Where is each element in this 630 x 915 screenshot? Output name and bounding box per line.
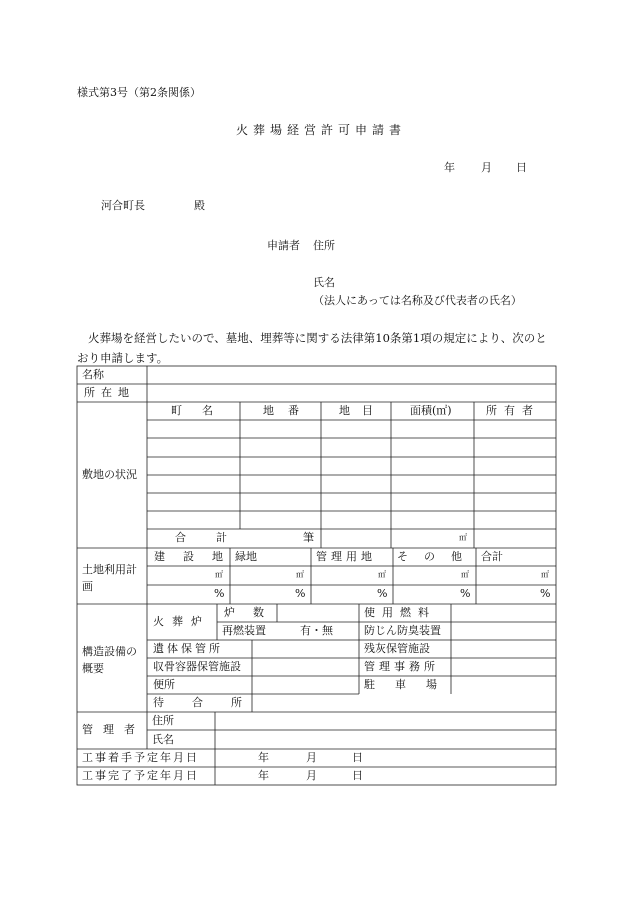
applicant-address-label: 住所 bbox=[313, 239, 335, 252]
manager-label: 管理者 bbox=[82, 723, 145, 736]
dust-label: 防じん防臭装置 bbox=[364, 624, 441, 637]
land-use-pct-4: % bbox=[460, 587, 471, 600]
site-label: 敷地の状況 bbox=[82, 468, 137, 481]
site-header-owner: 所有者 bbox=[486, 404, 540, 417]
furnace-count-label: 炉数 bbox=[224, 606, 282, 619]
ash-label: 残灰保管施設 bbox=[364, 642, 430, 655]
waiting-label: 待合所 bbox=[153, 696, 270, 709]
manager-name-label: 氏名 bbox=[152, 733, 174, 746]
construction-start-label: 工事着手予定年月日 bbox=[82, 751, 199, 764]
applicant-label: 申請者 bbox=[267, 239, 300, 252]
land-use-header-total: 合計 bbox=[481, 550, 503, 563]
land-use-pct-1: % bbox=[214, 587, 225, 600]
land-use-pct-5: % bbox=[540, 587, 551, 600]
site-header-town: 町名 bbox=[171, 404, 233, 417]
furnace-label: 火葬炉 bbox=[153, 615, 210, 628]
site-lots-unit: 筆 bbox=[303, 531, 314, 544]
start-year: 年 bbox=[258, 751, 269, 764]
remains-label: 遺体保管所 bbox=[153, 642, 223, 655]
document-title: 火葬場経営許可申請書 bbox=[236, 123, 407, 137]
site-area-unit: ㎡ bbox=[459, 533, 467, 542]
date-day: 日 bbox=[516, 161, 527, 174]
end-day: 日 bbox=[352, 769, 363, 782]
toilet-label: 便所 bbox=[153, 678, 175, 691]
applicant-name-label: 氏名 bbox=[313, 276, 335, 289]
land-use-header-admin: 管理用地 bbox=[316, 550, 376, 563]
fuel-label: 使用燃料 bbox=[364, 606, 436, 619]
applicant-name-note: （法人にあっては名称及び代表者の氏名） bbox=[313, 294, 522, 307]
land-use-label: 土地利用計画 bbox=[82, 563, 137, 593]
form-number: 様式第3号（第2条関係） bbox=[77, 86, 201, 99]
land-use-unit-2: ㎡ bbox=[296, 570, 304, 579]
body-paragraph: 火葬場を経営したいので、墓地、埋葬等に関する法律第10条第1項の規定により、次のとおり申請します。 bbox=[77, 331, 547, 365]
name-label: 名称 bbox=[82, 368, 104, 381]
reburn-label: 再燃装置 bbox=[222, 624, 266, 637]
start-month: 月 bbox=[306, 751, 317, 764]
site-header-area: 面積(㎡) bbox=[410, 404, 452, 417]
reburn-value: 有・無 bbox=[300, 624, 333, 637]
land-use-pct-2: % bbox=[295, 587, 306, 600]
urn-label: 収骨容器保管施設 bbox=[153, 660, 241, 673]
land-use-unit-4: ㎡ bbox=[461, 570, 469, 579]
site-header-lot: 地番 bbox=[263, 404, 313, 417]
start-day: 日 bbox=[352, 751, 363, 764]
facilities-label: 構造設備の概要 bbox=[82, 645, 137, 675]
location-label: 所在地 bbox=[84, 386, 135, 399]
addressee-honorific: 殿 bbox=[194, 199, 205, 212]
date-month: 月 bbox=[481, 161, 492, 174]
land-use-unit-1: ㎡ bbox=[215, 570, 223, 579]
site-header-category: 地目 bbox=[339, 404, 385, 417]
site-total-label: 合計 bbox=[175, 531, 257, 544]
end-month: 月 bbox=[306, 769, 317, 782]
addressee-name: 河合町長 bbox=[101, 199, 145, 212]
parking-label: 駐車場 bbox=[364, 678, 457, 691]
land-use-header-green: 緑地 bbox=[235, 550, 257, 563]
end-year: 年 bbox=[258, 769, 269, 782]
land-use-unit-3: ㎡ bbox=[378, 570, 386, 579]
date-year: 年 bbox=[444, 161, 455, 174]
land-use-header-building: 建設地 bbox=[154, 550, 241, 563]
land-use-header-other: その他 bbox=[397, 550, 478, 563]
land-use-unit-5: ㎡ bbox=[541, 570, 549, 579]
office-label: 管理事務所 bbox=[364, 660, 439, 673]
land-use-pct-3: % bbox=[377, 587, 388, 600]
manager-address-label: 住所 bbox=[152, 714, 174, 727]
construction-end-label: 工事完了予定年月日 bbox=[82, 769, 199, 782]
